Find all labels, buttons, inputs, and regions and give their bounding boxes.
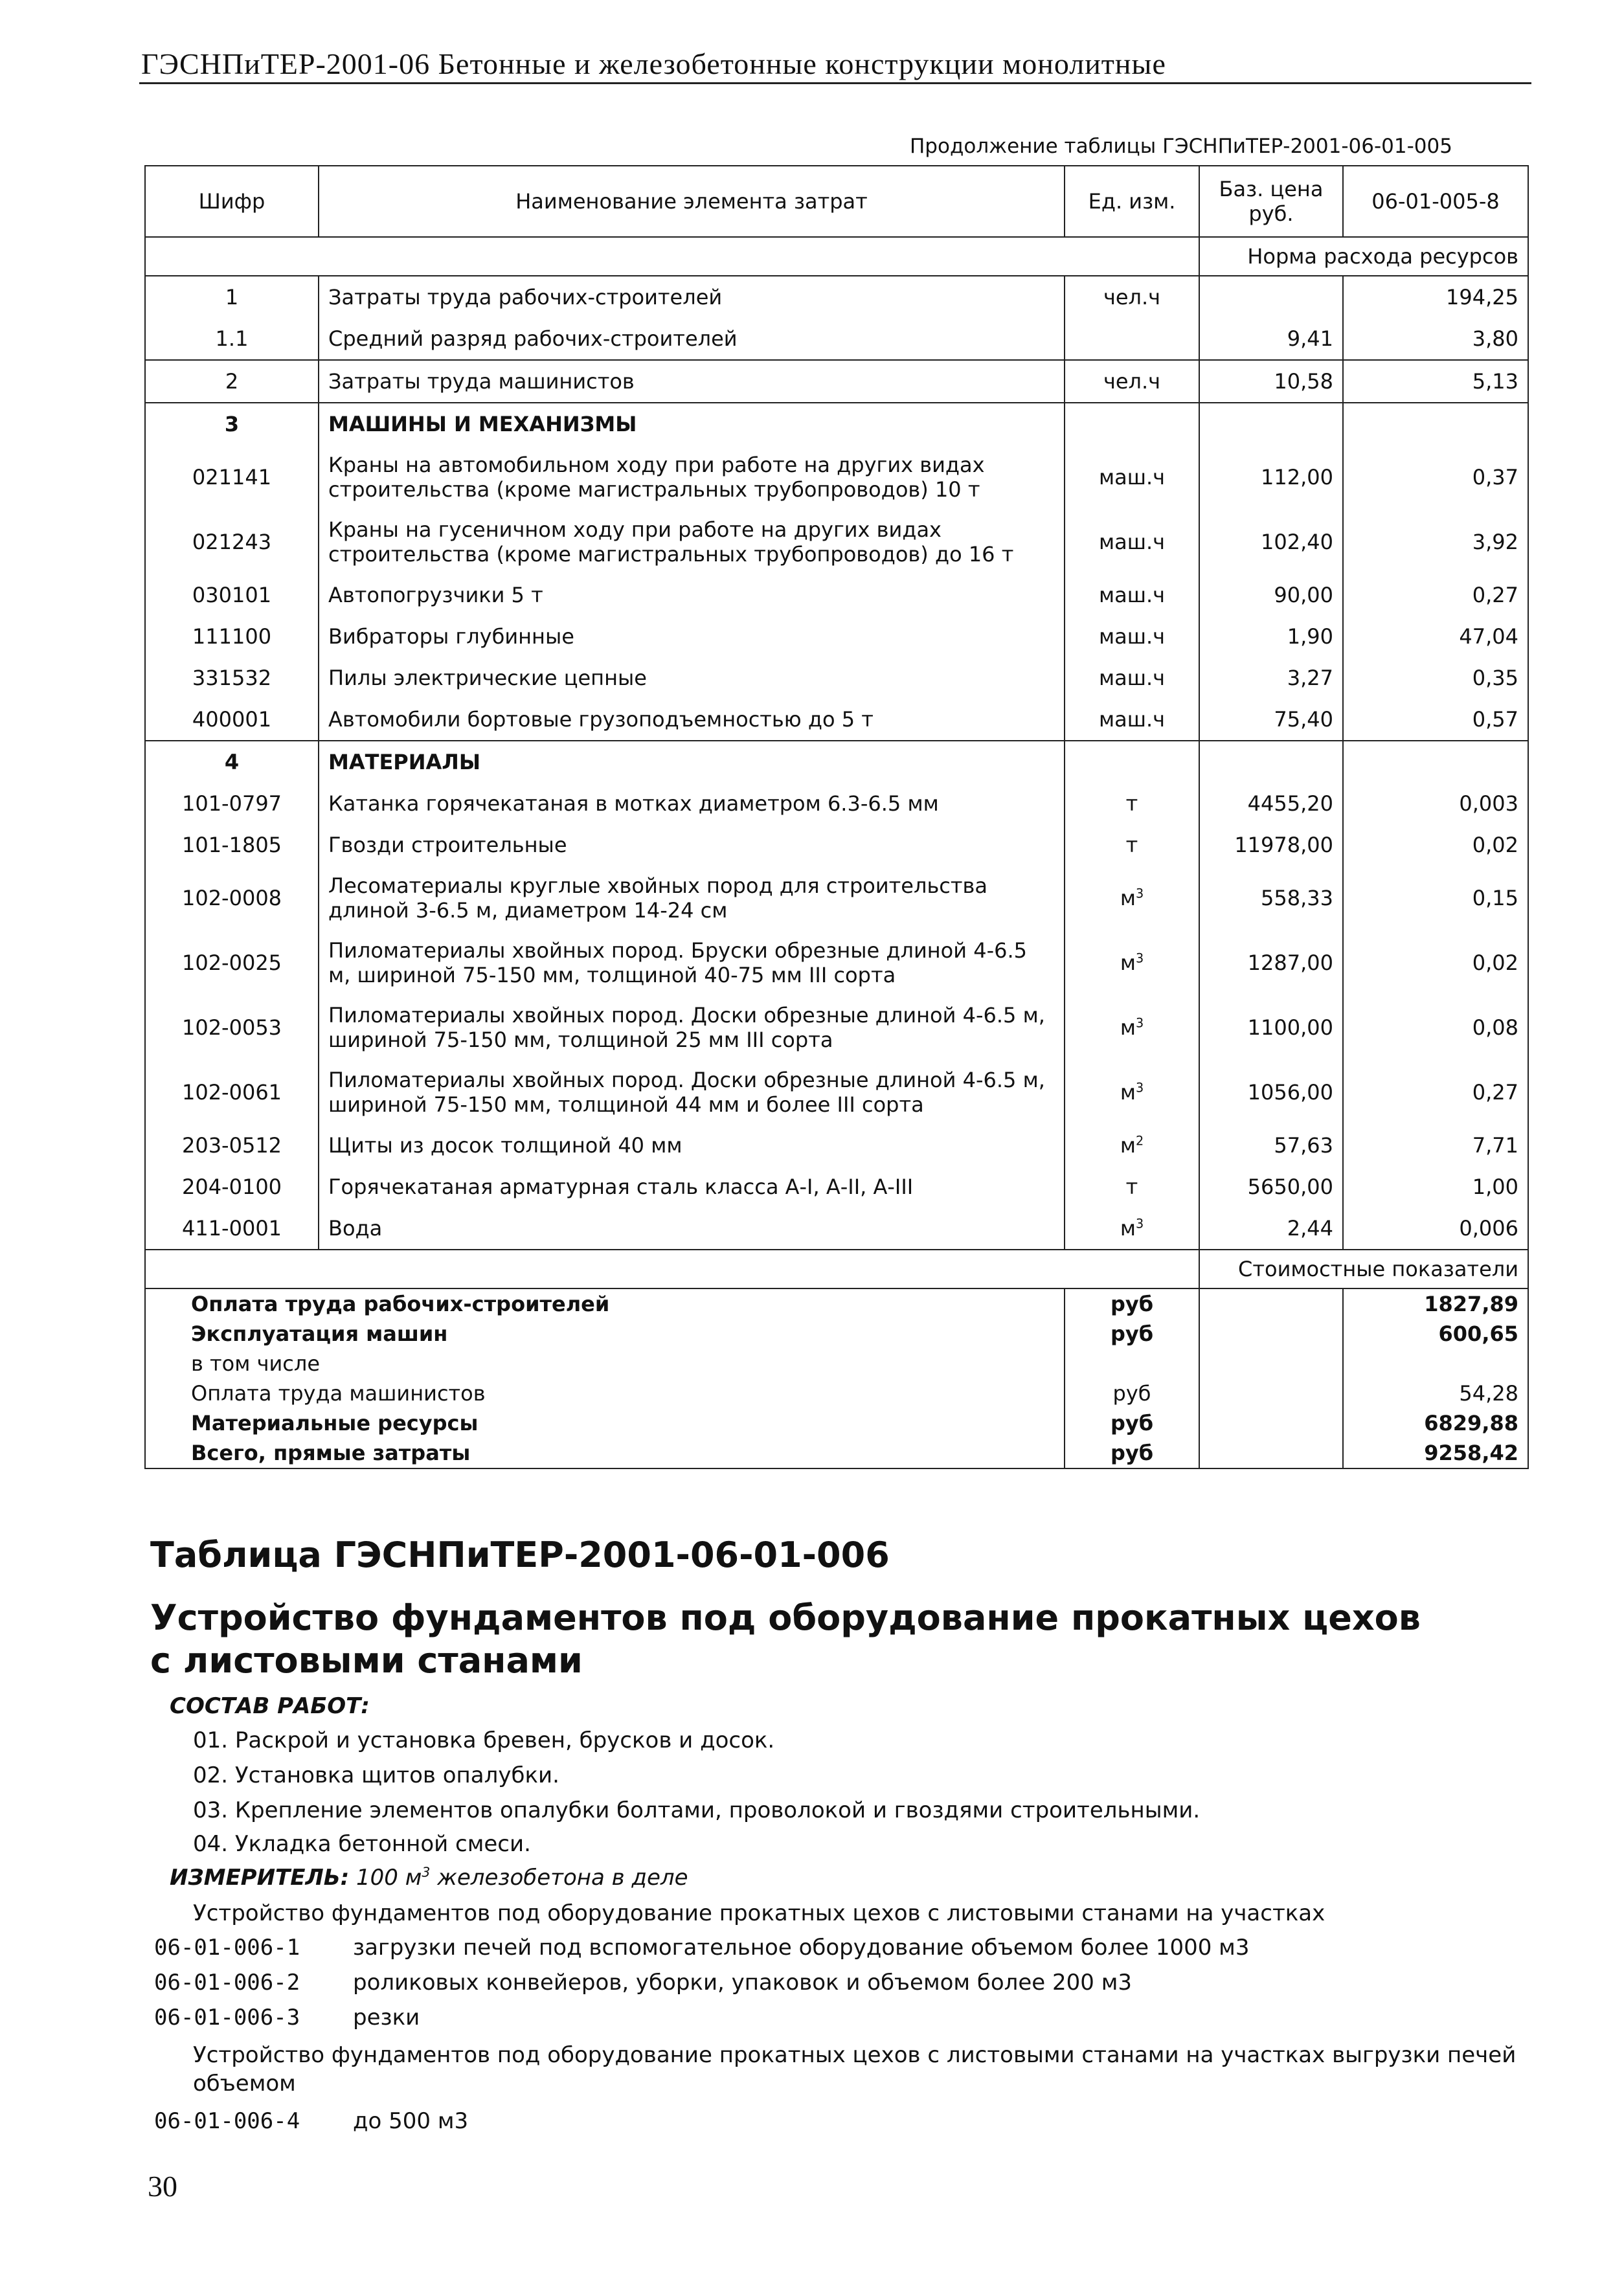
running-header: ГЭСНПиТЕР-2001-06 Бетонные и железобетонные конструкции монолитные (141, 47, 1166, 80)
row-price: 90,00 (1199, 574, 1343, 616)
cost-unit: руб (1065, 1408, 1199, 1438)
row-unit: маш.ч (1065, 616, 1199, 657)
row-name: Пиломатериалы хвойных пород. Доски обрезные длиной 4-6.5 м, шириной 75-150 мм, толщиной 25 мм III сорта (319, 995, 1065, 1060)
row-name: Автопогрузчики 5 т (319, 574, 1065, 616)
row-price: 4455,20 (1199, 783, 1343, 824)
row-name: Краны на автомобильном ходу при работе на других видах строительства (кроме магистральных трубопроводов) 10 т (319, 445, 1065, 510)
item-text: роликовых конвейеров, уборки, упаковок и объемом более 200 м3 (353, 1970, 1133, 1996)
column-header: Ед. изм. (1065, 166, 1199, 237)
row-price (1199, 403, 1343, 445)
row-norm: 0,15 (1343, 866, 1528, 930)
row-unit: $м^3$ (1065, 1060, 1199, 1125)
table-row (145, 1166, 1528, 1208)
cost-name: Оплата труда рабочих-строителей (145, 1288, 1065, 1319)
row-price: 1056,00 (1199, 1060, 1343, 1125)
row-price: 57,63 (1199, 1125, 1343, 1166)
cost-value: 600,65 (1343, 1319, 1528, 1349)
row-name: Лесоматериалы круглые хвойных пород для строительства длиной 3-6.5 м, диаметром 14-24 см (319, 866, 1065, 930)
row-unit: $м^2$ (1065, 1125, 1199, 1166)
row-name: МАТЕРИАЛЫ (319, 741, 1065, 783)
cost-value: 1827,89 (1343, 1288, 1528, 1319)
row-name: Краны на гусеничном ходу при работе на других видах строительства (кроме магистральных трубопроводов) до 16 т (319, 510, 1065, 574)
row-price: 1,90 (1199, 616, 1343, 657)
row-norm: 0,27 (1343, 1060, 1528, 1125)
table-row (145, 1125, 1528, 1166)
row-unit: чел.ч (1065, 276, 1199, 318)
row-name: Автомобили бортовые грузоподъемностью до 5 т (319, 699, 1065, 741)
row-name: Пиломатериалы хвойных пород. Бруски обрезные длиной 4-6.5 м, шириной 75-150 мм, толщиной 40-75 мм III сорта (319, 930, 1065, 995)
row-unit: $м^3$ (1065, 1208, 1199, 1250)
table-row (145, 1208, 1528, 1250)
item-code: 06-01-006-4 (154, 2108, 300, 2134)
row-unit: т (1065, 824, 1199, 866)
table-header-row (145, 166, 1528, 237)
cost-name: Материальные ресурсы (145, 1408, 1065, 1438)
column-header: Наименование элемента затрат (319, 166, 1065, 237)
table-row (145, 510, 1528, 574)
cost-unit (1065, 1349, 1199, 1378)
table-row (145, 445, 1528, 510)
row-name: Пиломатериалы хвойных пород. Доски обрезные длиной 4-6.5 м, шириной 75-150 мм, толщиной 44 мм и более III сорта (319, 1060, 1065, 1125)
cost-label-row (145, 1250, 1528, 1288)
row-norm: 0,27 (1343, 574, 1528, 616)
cost-row (145, 1288, 1528, 1319)
row-price: 102,40 (1199, 510, 1343, 574)
izmer-label: ИЗМЕРИТЕЛЬ: (170, 1865, 350, 1891)
row-unit: чел.ч (1065, 360, 1199, 403)
row-code: 203-0512 (145, 1125, 319, 1166)
row-name: Катанка горячекатаная в мотках диаметром 6.3-6.5 мм (319, 783, 1065, 824)
cost-name: Оплата труда машинистов (145, 1378, 1065, 1408)
izmer-tail: железобетона в деле (437, 1865, 688, 1891)
row-unit: т (1065, 783, 1199, 824)
row-price (1199, 276, 1343, 318)
row-name: Пилы электрические цепные (319, 657, 1065, 699)
row-name: Затраты труда рабочих-строителей (319, 276, 1065, 318)
item-code: 06-01-006-1 (154, 1935, 300, 1961)
table-row (145, 930, 1528, 995)
row-code: 204-0100 (145, 1166, 319, 1208)
row-code: 111100 (145, 616, 319, 657)
table-row (145, 783, 1528, 824)
cost-unit: руб (1065, 1438, 1199, 1468)
row-code: 021243 (145, 510, 319, 574)
row-unit: т (1065, 1166, 1199, 1208)
row-norm: 0,57 (1343, 699, 1528, 741)
cost-unit: руб (1065, 1319, 1199, 1349)
row-unit: маш.ч (1065, 445, 1199, 510)
table-row (145, 866, 1528, 930)
row-name: Щиты из досок толщиной 40 мм (319, 1125, 1065, 1166)
row-price (1199, 741, 1343, 783)
row-norm: 0,003 (1343, 783, 1528, 824)
intro-text: Устройство фундаментов под оборудование прокатных цехов с листовыми станами на участках (193, 1900, 1325, 1926)
cost-name: Всего, прямые затраты (145, 1438, 1065, 1468)
row-norm: 5,13 (1343, 360, 1528, 403)
intro-text: объемом (193, 2071, 296, 2097)
row-code: 1.1 (145, 318, 319, 360)
cost-value: 6829,88 (1343, 1408, 1528, 1438)
row-norm (1343, 403, 1528, 445)
item-text: до 500 м3 (353, 2108, 469, 2134)
row-norm: 0,08 (1343, 995, 1528, 1060)
izmer-sup: 3 (422, 1864, 431, 1880)
item-code: 06-01-006-2 (154, 1970, 300, 1996)
item-code: 06-01-006-3 (154, 2005, 300, 2030)
row-name: Средний разряд рабочих-строителей (319, 318, 1065, 360)
row-norm: 47,04 (1343, 616, 1528, 657)
row-unit: $м^3$ (1065, 995, 1199, 1060)
row-price: 558,33 (1199, 866, 1343, 930)
norm-label: Норма расхода ресурсов (1199, 237, 1528, 276)
row-unit (1065, 741, 1199, 783)
sostav-label: СОСТАВ РАБОТ: (170, 1693, 370, 1719)
item-text: загрузки печей под вспомогательное оборудование объемом более 1000 м3 (353, 1935, 1250, 1961)
row-price: 11978,00 (1199, 824, 1343, 866)
intro-text: Устройство фундаментов под оборудование прокатных цехов с листовыми станами на участках выгрузки печей (193, 2042, 1517, 2068)
table-row (145, 741, 1528, 783)
row-code: 411-0001 (145, 1208, 319, 1250)
row-unit: маш.ч (1065, 574, 1199, 616)
row-code: 1 (145, 276, 319, 318)
table-row (145, 699, 1528, 741)
row-price: 1287,00 (1199, 930, 1343, 995)
table-heading: Таблица ГЭСНПиТЕР-2001-06-01-006 (150, 1535, 890, 1575)
work-item: 02. Установка щитов опалубки. (193, 1762, 559, 1788)
row-norm: 0,35 (1343, 657, 1528, 699)
cost-unit: руб (1065, 1378, 1199, 1408)
cost-unit: руб (1065, 1288, 1199, 1319)
row-name: Затраты труда машинистов (319, 360, 1065, 403)
row-norm: 7,71 (1343, 1125, 1528, 1166)
column-header: Баз. цена руб. (1199, 166, 1343, 237)
cost-value (1343, 1349, 1528, 1378)
table-row (145, 574, 1528, 616)
row-code: 331532 (145, 657, 319, 699)
cost-row (145, 1408, 1528, 1438)
row-unit (1065, 403, 1199, 445)
cost-row (145, 1438, 1528, 1468)
cost-row (145, 1319, 1528, 1349)
row-name: Гвозди строительные (319, 824, 1065, 866)
continuation-label: Продолжение таблицы ГЭСНПиТЕР-2001-06-01-005 (910, 135, 1452, 158)
header-rule (139, 82, 1531, 84)
row-norm: 194,25 (1343, 276, 1528, 318)
row-code: 101-0797 (145, 783, 319, 824)
cost-row (145, 1378, 1528, 1408)
row-norm (1343, 741, 1528, 783)
row-code: 4 (145, 741, 319, 783)
izmer-line (170, 1865, 688, 1891)
row-norm: 0,02 (1343, 824, 1528, 866)
table-row (145, 1060, 1528, 1125)
row-unit: маш.ч (1065, 699, 1199, 741)
row-unit (1065, 318, 1199, 360)
row-name: МАШИНЫ И МЕХАНИЗМЫ (319, 403, 1065, 445)
table-title: Устройство фундаментов под оборудование прокатных цехов с листовыми станами (150, 1597, 1421, 1681)
row-name: Вода (319, 1208, 1065, 1250)
table-row (145, 616, 1528, 657)
cost-name: в том числе (145, 1349, 1065, 1378)
work-item: 03. Крепление элементов опалубки болтами, проволокой и гвоздями строительными. (193, 1797, 1201, 1823)
row-unit: маш.ч (1065, 510, 1199, 574)
row-price: 9,41 (1199, 318, 1343, 360)
row-norm: 0,37 (1343, 445, 1528, 510)
row-norm: 0,02 (1343, 930, 1528, 995)
row-name: Горячекатаная арматурная сталь класса А-I, А-II, А-III (319, 1166, 1065, 1208)
table-row (145, 403, 1528, 445)
row-code: 102-0025 (145, 930, 319, 995)
row-code: 101-1805 (145, 824, 319, 866)
item-text: резки (353, 2005, 420, 2030)
row-code: 102-0053 (145, 995, 319, 1060)
cost-name: Эксплуатация машин (145, 1319, 1065, 1349)
row-code: 400001 (145, 699, 319, 741)
table-row (145, 824, 1528, 866)
row-code: 2 (145, 360, 319, 403)
row-price: 75,40 (1199, 699, 1343, 741)
row-code: 030101 (145, 574, 319, 616)
row-code: 3 (145, 403, 319, 445)
table-row (145, 657, 1528, 699)
row-code: 102-0008 (145, 866, 319, 930)
row-price: 5650,00 (1199, 1166, 1343, 1208)
work-item: 01. Раскрой и установка бревен, брусков и досок. (193, 1727, 775, 1753)
row-price: 3,27 (1199, 657, 1343, 699)
row-price: 112,00 (1199, 445, 1343, 510)
work-item: 04. Укладка бетонной смеси. (193, 1831, 531, 1857)
cost-label: Стоимостные показатели (1199, 1250, 1528, 1288)
table-row (145, 360, 1528, 403)
row-code: 021141 (145, 445, 319, 510)
row-price: 1100,00 (1199, 995, 1343, 1060)
row-norm: 0,006 (1343, 1208, 1528, 1250)
norm-label-row (145, 237, 1528, 276)
table-row (145, 995, 1528, 1060)
izmer-value: 100 м (356, 1865, 422, 1891)
row-norm: 3,92 (1343, 510, 1528, 574)
row-name: Вибраторы глубинные (319, 616, 1065, 657)
column-header: 06-01-005-8 (1343, 166, 1528, 237)
row-price: 10,58 (1199, 360, 1343, 403)
table-row (145, 318, 1528, 360)
table-row (145, 276, 1528, 318)
page-number: 30 (148, 2170, 177, 2203)
row-unit: $м^3$ (1065, 930, 1199, 995)
row-code: 102-0061 (145, 1060, 319, 1125)
cost-row (145, 1349, 1528, 1378)
row-norm: 1,00 (1343, 1166, 1528, 1208)
row-price: 2,44 (1199, 1208, 1343, 1250)
resource-table (144, 165, 1529, 1469)
row-unit: $м^3$ (1065, 866, 1199, 930)
column-header: Шифр (145, 166, 319, 237)
row-norm: 3,80 (1343, 318, 1528, 360)
cost-value: 9258,42 (1343, 1438, 1528, 1468)
row-unit: маш.ч (1065, 657, 1199, 699)
cost-value: 54,28 (1343, 1378, 1528, 1408)
